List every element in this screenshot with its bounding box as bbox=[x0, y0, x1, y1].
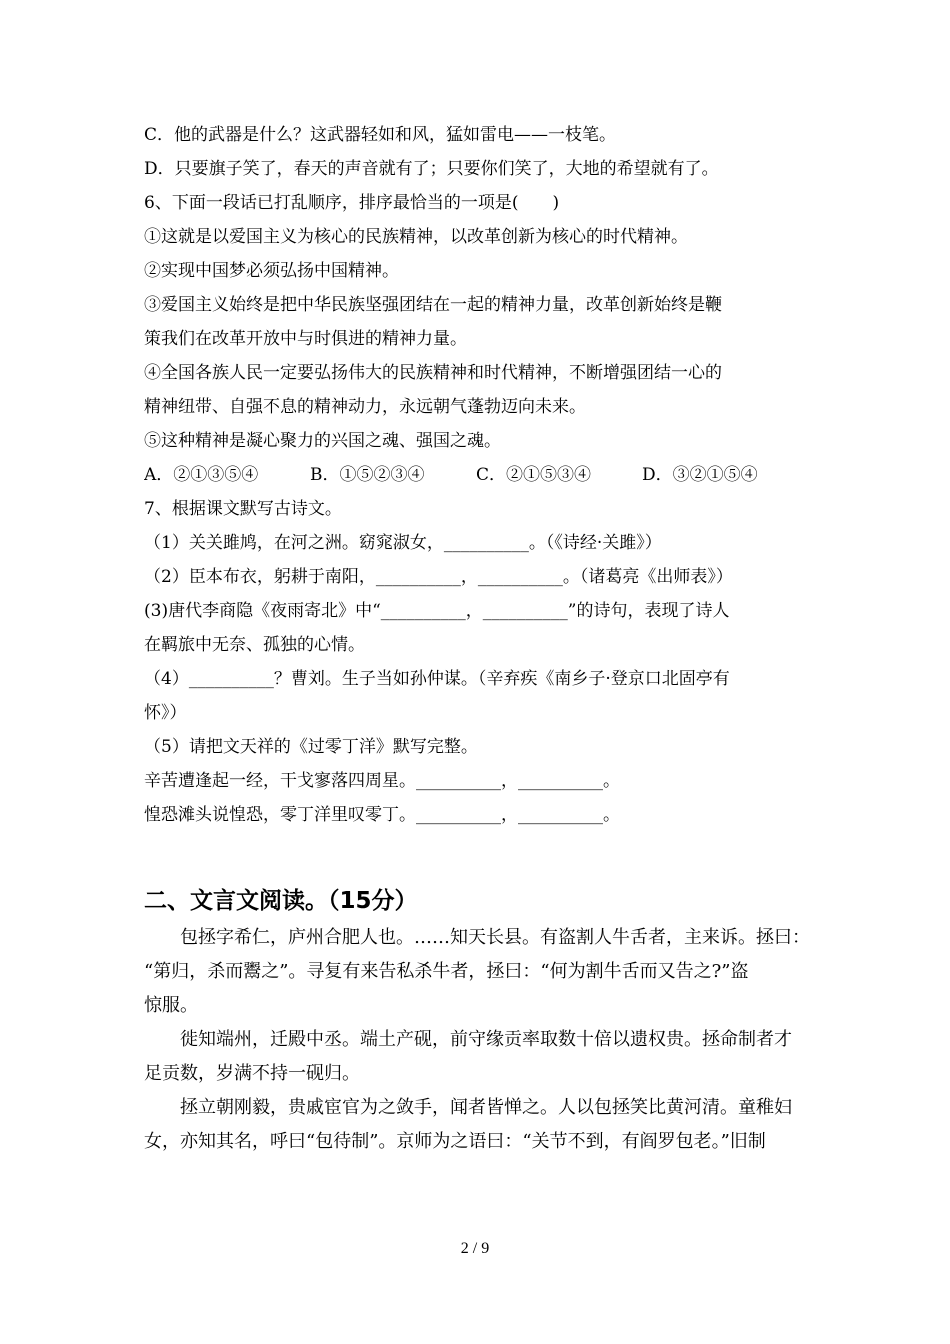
text-line: ⑤这种精神是凝心聚力的兴国之魂、强国之魂。 bbox=[144, 431, 501, 451]
question-block-6 bbox=[144, 118, 816, 458]
section-title: 二、文言文阅读。（15分） bbox=[144, 888, 418, 914]
question-block-7 bbox=[144, 492, 816, 832]
text-line: 6、下面一段话已打乱顺序，排序最恰当的一项是( ) bbox=[144, 193, 560, 213]
passage-line: 女，亦知其名，呼曰“包待制”。京师为之语曰：“关节不到，有阎罗包老。”旧制 bbox=[144, 1131, 766, 1152]
text-line: ③爱国主义始终是把中华民族坚强团结在一起的精神力量，改革创新始终是鞭 bbox=[144, 295, 722, 315]
classical-passage bbox=[144, 921, 816, 1159]
text-line: D．只要旗子笑了，春天的声音就有了；只要你们笑了，大地的希望就有了。 bbox=[144, 159, 719, 179]
text-line: C．他的武器是什么？这武器轻如和风，猛如雷电——一枝笔。 bbox=[144, 125, 617, 145]
document-page bbox=[144, 118, 816, 1159]
text-line: ④全国各族人民一定要弘扬伟大的民族精神和时代精神，不断增强团结一心的 bbox=[144, 363, 722, 383]
option-d: D．③②①⑤④ bbox=[642, 465, 758, 485]
text-line: （4）__________？曹刘。生子当如孙仲谋。（辛弃疾《南乡子·登京口北固亭有 bbox=[144, 669, 730, 689]
passage-line: “第归，杀而鬻之”。寻复有来告私杀牛者，拯曰：“何为割牛舌而又告之?”盗 bbox=[144, 961, 749, 982]
spacer bbox=[144, 832, 816, 875]
text-line: 惶恐滩头说惶恐，零丁洋里叹零丁。__________，__________。 bbox=[144, 805, 620, 825]
answer-options bbox=[144, 458, 816, 492]
text-line: 策我们在改革开放中与时俱进的精神力量。 bbox=[144, 329, 467, 349]
passage-line: 足贡数，岁满不持一砚归。 bbox=[144, 1063, 360, 1084]
page-number: 2 / 9 bbox=[460, 1240, 490, 1257]
text-line: 7、根据课文默写古诗文。 bbox=[144, 499, 342, 519]
option-a: A．②①③⑤④ bbox=[144, 465, 259, 485]
text-line: 怀》） bbox=[144, 703, 187, 723]
text-line: 辛苦遭逢起一经，干戈寥落四周星。__________，__________。 bbox=[144, 771, 620, 791]
option-b: B．①⑤②③④ bbox=[310, 465, 425, 485]
passage-line: 徙知端州，迁殿中丞。端土产砚，前守缘贡率取数十倍以遗权贵。拯命制者才 bbox=[180, 1029, 792, 1050]
text-line: 精神纽带、自强不息的精神动力，永远朝气蓬勃迈向未来。 bbox=[144, 397, 586, 417]
text-line: ②实现中国梦必须弘扬中国精神。 bbox=[144, 261, 399, 281]
text-line: (3)唐代李商隐《夜雨寄北》中“__________，__________”的诗句，表现了诗人 bbox=[144, 601, 730, 621]
text-line: （2）臣本布衣，躬耕于南阳，__________，__________。（诸葛亮《出师表》） bbox=[144, 567, 733, 587]
passage-line: 拯立朝刚毅，贵戚宦官为之敛手，闻者皆惮之。人以包拯笑比黄河清。童稚妇 bbox=[180, 1097, 792, 1118]
passage-line: 包拯字希仁，庐州合肥人也。……知天长县。有盗割人牛舌者，主来诉。拯曰： bbox=[180, 927, 810, 948]
text-line: （5）请把文天祥的《过零丁洋》默写完整。 bbox=[144, 737, 478, 757]
passage-line: 惊服。 bbox=[144, 995, 198, 1016]
text-line: ①这就是以爱国主义为核心的民族精神，以改革创新为核心的时代精神。 bbox=[144, 227, 688, 247]
text-line: 在羁旅中无奈、孤独的心情。 bbox=[144, 635, 365, 655]
option-c: C．②①⑤③④ bbox=[476, 465, 592, 485]
text-line: （1）关关雎鸠，在河之洲。窈窕淑女，__________。（《诗经·关雎》） bbox=[144, 533, 662, 553]
